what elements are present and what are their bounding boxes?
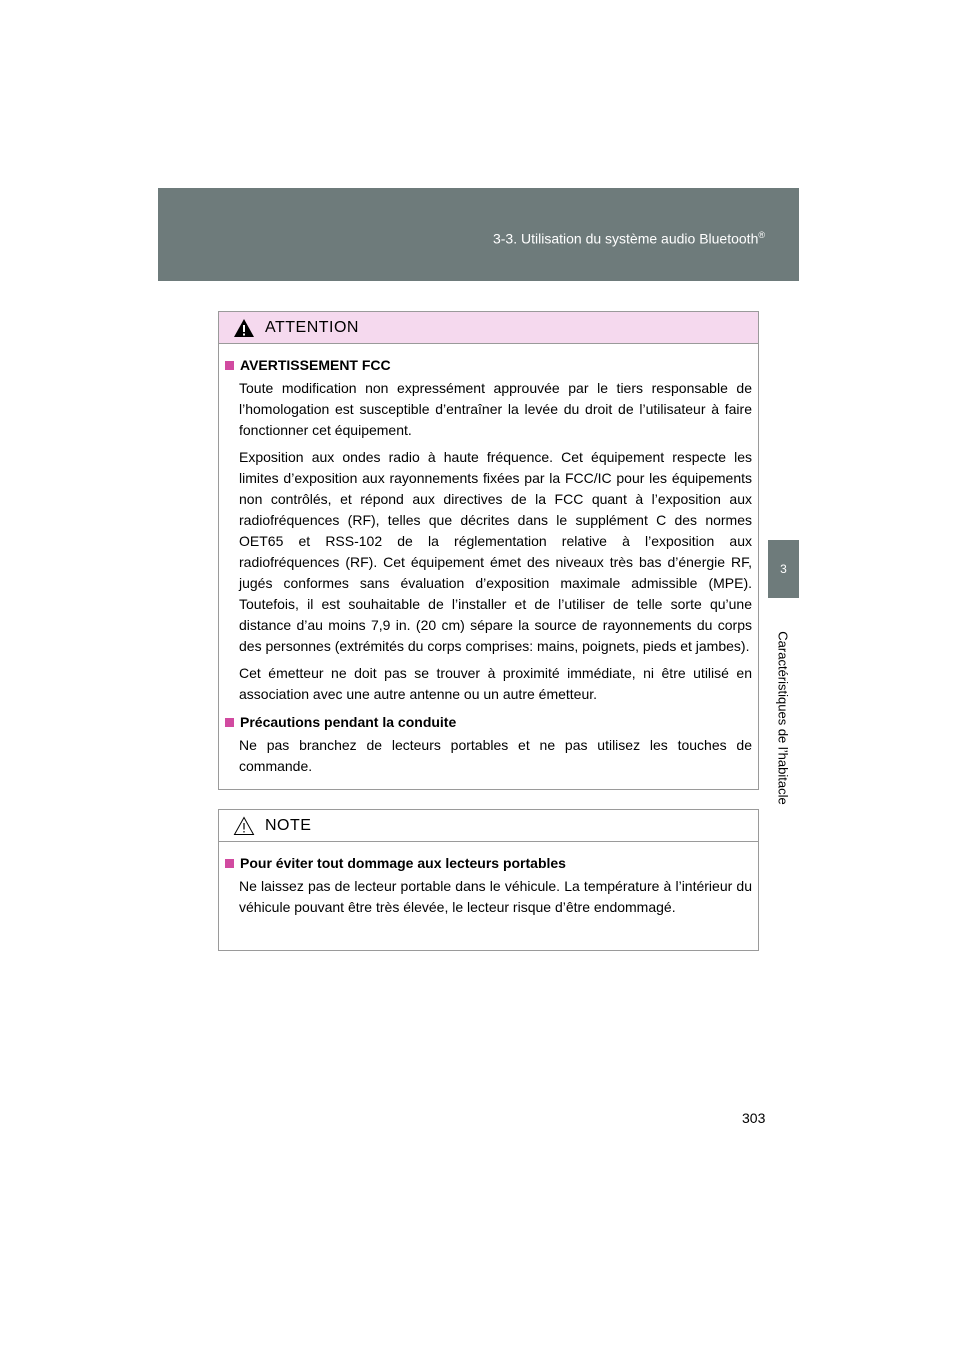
note-header <box>219 810 758 842</box>
paragraph: Ne laissez pas de lecteur portable dans le véhicule. La température à l’intérieur du véhicule pouvant être très élevée, le lecteur risque d’être endommagé. <box>239 878 752 915</box>
caution-title: ATTENTION <box>265 318 359 336</box>
square-bullet-icon <box>225 361 234 370</box>
section-title: 3-3. Utilisation du système audio Bluetooth® <box>492 230 765 247</box>
warning-icon <box>233 318 255 338</box>
caution-header <box>219 312 758 344</box>
header-band <box>158 188 799 281</box>
chapter-label: Caractéristiques de l’habitacle <box>775 631 791 805</box>
note-box <box>218 809 759 951</box>
page-number: 303 <box>742 1110 766 1126</box>
paragraph: Cet émetteur ne doit pas se trouver à proximité immédiate, ni être utilisé en association avec une autre antenne ou un autre émetteur. <box>239 665 752 702</box>
note-title: NOTE <box>265 816 312 834</box>
note-body <box>219 842 758 918</box>
chapter-number: 3 <box>780 562 787 576</box>
square-bullet-icon <box>225 718 234 727</box>
caution-box <box>218 311 759 790</box>
paragraph: Ne pas branchez de lecteurs portables et ne pas utilisez les touches de commande. <box>239 737 752 774</box>
paragraph: Toute modification non expressément approuvée par le tiers responsable de l’homologation est susceptible d’entraîner la levée du droit de l’utilisateur à faire fonctionner cet équipement. <box>239 380 752 438</box>
chapter-tab <box>768 540 799 598</box>
section-heading: Pour éviter tout dommage aux lecteurs portables <box>225 852 752 874</box>
section-heading: Précautions pendant la conduite <box>225 711 752 733</box>
caution-outline-icon <box>233 816 255 836</box>
square-bullet-icon <box>225 859 234 868</box>
caution-body <box>219 344 758 777</box>
section-heading: AVERTISSEMENT FCC <box>225 354 752 376</box>
paragraph: Exposition aux ondes radio à haute fréquence. Cet équipement respecte les limites d’exposition aux rayonnements fixées par la FCC/IC pour les équipements non contrôlés, et répond aux directives de la FCC quant à l’exposition aux radiofréquences (RF), telles que décrites dans le supplément C des normes OET65 et RSS-102 de la réglementation relative à l’exposition aux radiofréquences (RF). Cet équipement émet des niveaux très bas d’énergie RF, jugés conformes sans évaluation d’exposition maximale admissible (MPE). Toutefois, il est souhaitable de l’installer et de l’utiliser de telle sorte qu’une distance d’au moins 7,9 in. (20 cm) sépare la source de rayonnements du corps des personnes (extrémités du corps comprises: mains, poignets, pieds et jambes). <box>239 449 752 654</box>
